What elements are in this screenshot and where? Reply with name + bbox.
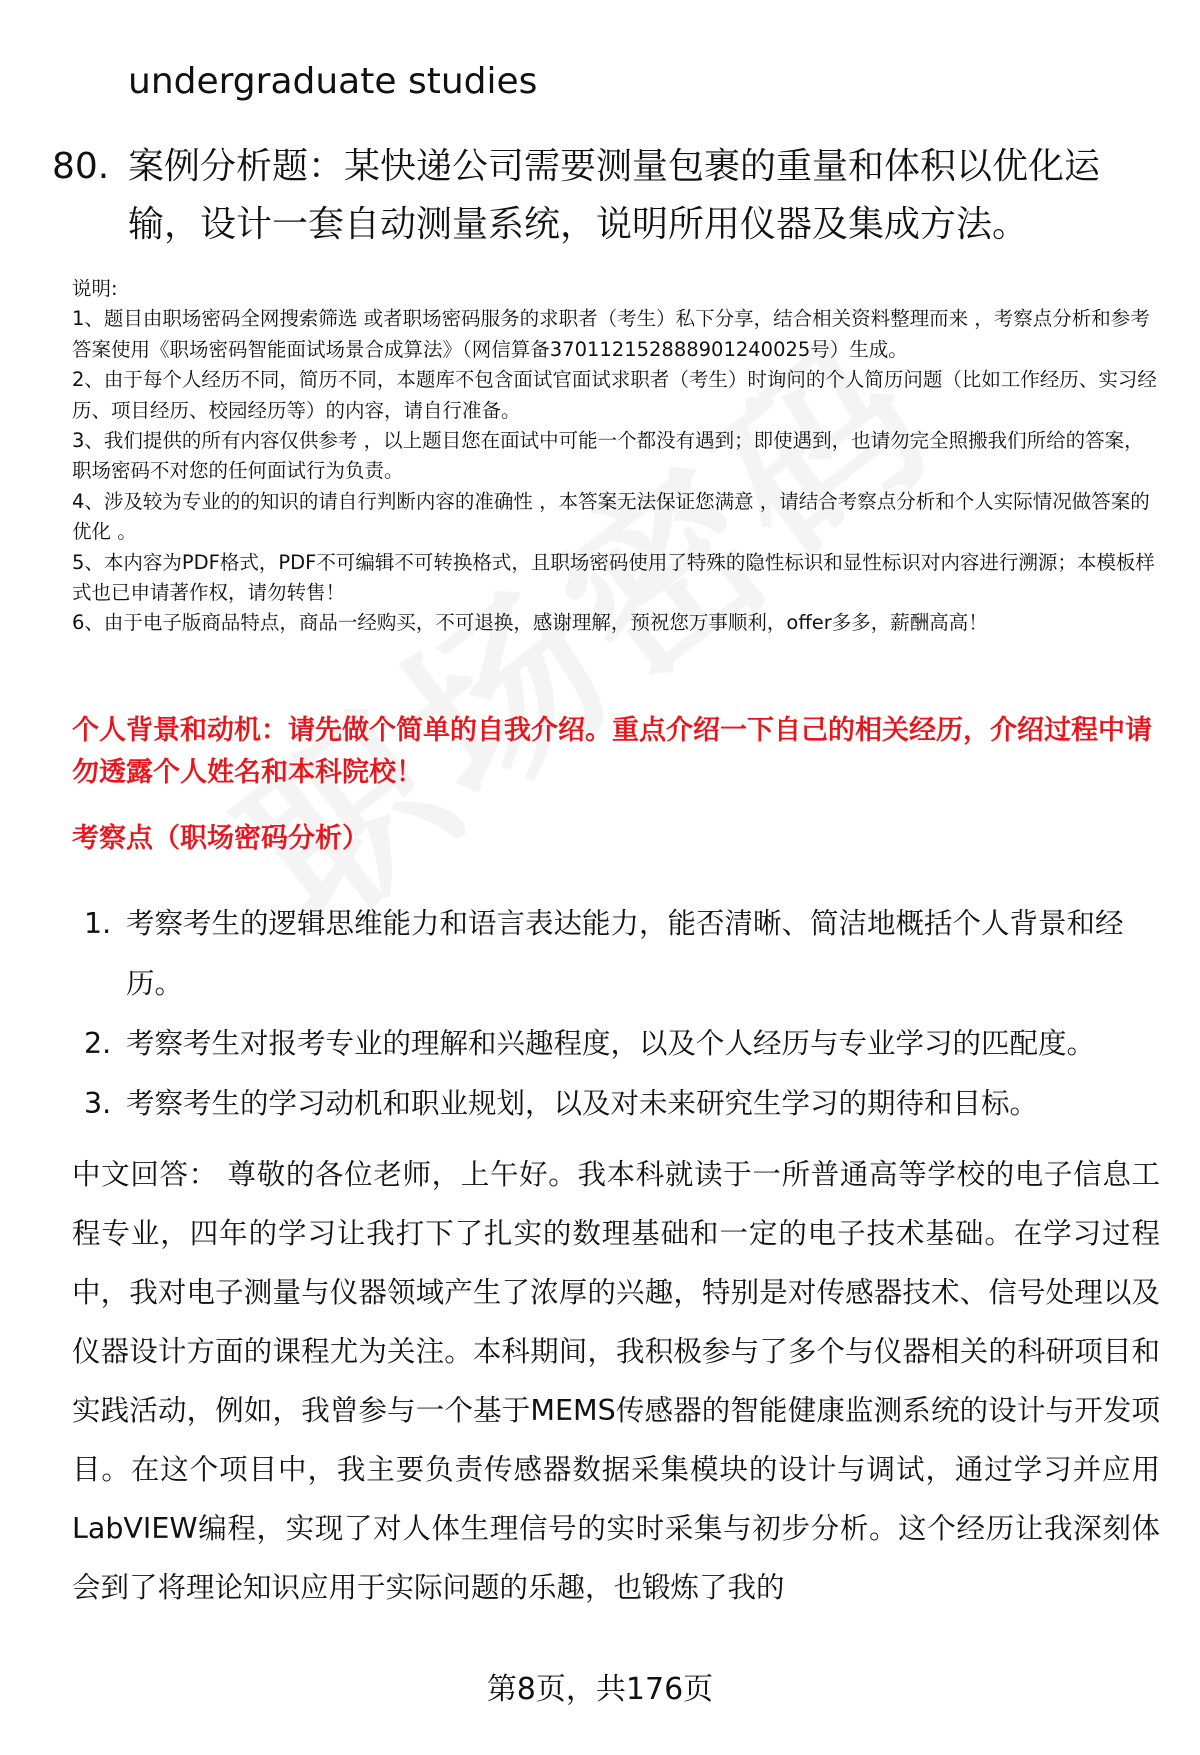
answer-text: 尊敬的各位老师，上午好。我本科就读于一所普通高等学校的电子信息工程专业，四年的学习让我打下了扎实的数理基础和一定的电子技术基础。在学习过程中，我对电子测量与仪器领域产生了浓厚的兴趣，特别是对传感器技术、信号处理以及仪器设计方面的课程尤为关注。本科期间，我积极参与了多个与仪器相关的科研项目和实践活动，例如，我曾参与一个基于MEMS传感器的智能健康监测系统的设计与开发项目。在这个项目中，我主要负责传感器数据采集模块的设计与调试，通过学习并应用LabVIEW编程，实现了对人体生理信号的实时采集与初步分析。这个经历让我深刻体会到了将理论知识应用于实际问题的乐趣，也锻炼了我的 bbox=[72, 1158, 1160, 1604]
carry-over-text: undergraduate studies bbox=[128, 61, 538, 102]
question-text: 案例分析题：某快递公司需要测量包裹的重量和体积以优化运输，设计一套自动测量系统，说明所用仪器及集成方法。 bbox=[128, 146, 1101, 245]
disclaimer-notes bbox=[72, 274, 1162, 639]
note-item: 5、本内容为PDF格式，PDF不可编辑不可转换格式，且职场密码使用了特殊的隐性标识和显性标识对内容进行溯源；本模板样式也已申请著作权，请勿转售！ bbox=[72, 550, 1155, 605]
section-heading: 个人背景和动机：请先做个简单的自我介绍。重点介绍一下自己的相关经历，介绍过程中请勿透露个人姓名和本科院校！ bbox=[72, 715, 1152, 788]
analysis-points-list bbox=[84, 894, 1144, 1134]
analysis-point-text: 考察考生的学习动机和职业规划，以及对未来研究生学习的期待和目标。 bbox=[126, 1087, 1039, 1120]
notes-title: 说明: bbox=[72, 277, 118, 300]
note-item: 1、题目由职场密码全网搜索筛选 或者职场密码服务的求职者（考生）私下分享，结合相关资料整理而来 ，考察点分析和参考答案使用《职场密码智能面试场景合成算法》（网信算备370112152888901240025号）生成。 bbox=[72, 307, 1150, 361]
analysis-point-number: 3. bbox=[84, 1087, 112, 1120]
note-item: 2、由于每个人经历不同，简历不同，本题库不包含面试官面试求职者（考生）时询问的个人简历问题（比如工作经历、实习经历、项目经历、校园经历等）的内容，请自行准备。 bbox=[72, 368, 1157, 422]
note-item: 4、涉及较为专业的的知识的请自行判断内容的准确性 ，本答案无法保证您满意 ，请结合考察点分析和个人实际情况做答案的优化 。 bbox=[72, 489, 1150, 544]
page-footer: 第8页，共176页 bbox=[486, 1672, 714, 1707]
note-item: 3、我们提供的所有内容仅供参考 ，以上题目您在面试中可能一个都没有遇到；即使遇到，也请勿完全照搬我们所给的答案，职场密码不对您的任何面试行为负责。 bbox=[72, 429, 1144, 483]
answer-paragraph bbox=[72, 1145, 1160, 1617]
analysis-point-text: 考察考生对报考专业的理解和兴趣程度，以及个人经历与专业学习的匹配度。 bbox=[126, 1027, 1096, 1060]
analysis-point bbox=[84, 1074, 1144, 1134]
analysis-point bbox=[84, 894, 1144, 1014]
analysis-point-number: 1. bbox=[84, 907, 112, 940]
analysis-heading: 考察点（职场密码分析） bbox=[72, 823, 369, 854]
analysis-point bbox=[84, 1014, 1144, 1074]
question-number: 80. bbox=[52, 146, 110, 187]
note-item: 6、由于电子版商品特点，商品一经购买，不可退换，感谢理解，预祝您万事顺利，offer多多，薪酬高高！ bbox=[72, 611, 988, 635]
analysis-point-number: 2. bbox=[84, 1027, 112, 1060]
answer-label: 中文回答： bbox=[72, 1158, 218, 1191]
analysis-point-text: 考察考生的逻辑思维能力和语言表达能力，能否清晰、简洁地概括个人背景和经历。 bbox=[126, 907, 1124, 1000]
